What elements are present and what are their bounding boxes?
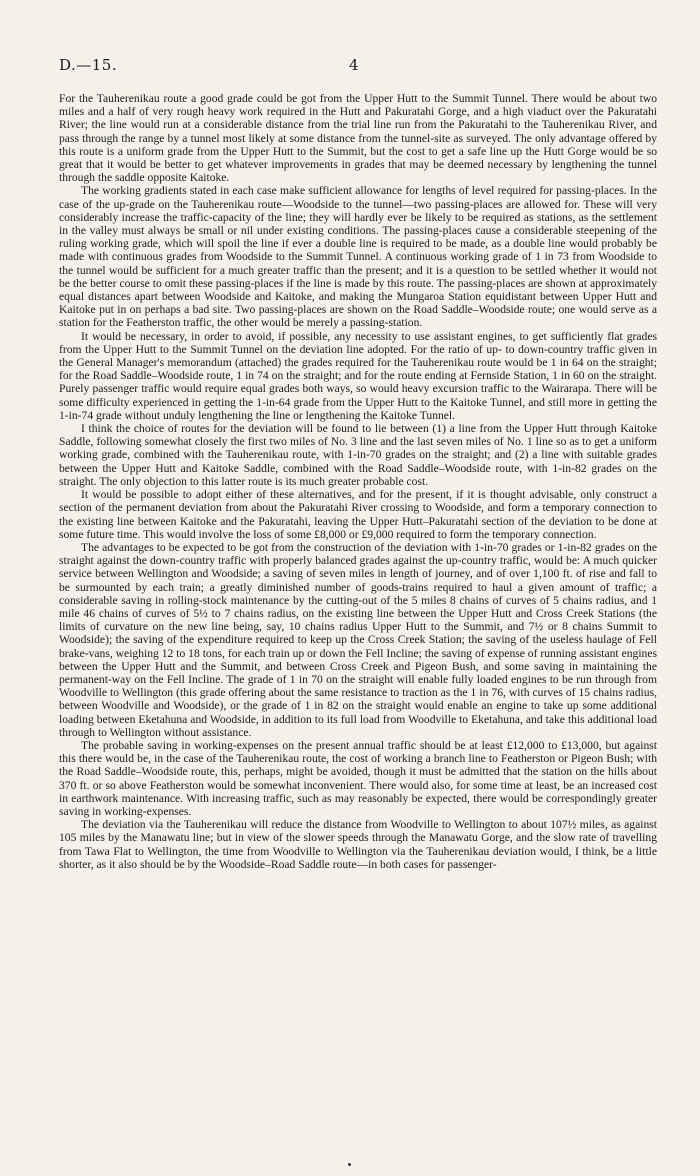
paragraph-tauherenikau-route: For the Tauherenikau route a good grade could be got from the Upper Hutt to the Summit Tunnel. There would be about two miles and a half of very rough heavy work required in the Hutt and Pakuratahi Gorge, and a high viaduct over the Pakuratahi River; the line would run at a considerable distance from the trial line run from the Pakuratahi to the Tauherenikau River, and pass through the range by a tunnel most likely at some distance from the tunnel-site as surveyed. The only advantage offered by this route is a uniform grade from the Upper Hutt to the Summit, but the cost to get a safe line up the Hutt Gorge would be so great that it would be better to get whatever improvements in grades that may be deemed necessary by lengthening the tunnel through the saddle opposite Kaitoke. xyxy=(59,92,657,185)
document-id: D.—15. xyxy=(59,56,118,74)
paragraph-assistant-engines: It would be necessary, in order to avoid, if possible, any necessity to use assistant engines, to get sufficiently flat grades from the Upper Hutt to the Summit Tunnel on the deviation line adopted. For the ratio of up- to down-country traffic given in the General Manager's memorandum (attached) the grades required for the Tauherenikau route would be 1 in 64 on the straight; for the Road Saddle–Woodside route, 1 in 74 on the straight; and for the route ending at Fernside Station, 1 in 60 on the straight. Purely passenger traffic would require equal grades both ways, so would heavy excursion traffic to the Wairarapa. There will be some difficulty experienced in getting the 1-in-64 grade from the Upper Hutt to the Kaitoke Tunnel, and still more in getting the 1-in-74 grade without unduly lengthening the line or lengthening the Kaitoke Tunnel. xyxy=(59,329,657,422)
paragraph-deviation-distance: The deviation via the Tauherenikau will reduce the distance from Woodville to Wellington to about 107½ miles, as against 105 miles by the Manawatu line; but in view of the slower speeds through the Manawatu Gorge, and the slow rate of travelling from Tawa Flat to Wellington, the time from Woodville to Wellington via the Tauherenikau deviation would, I think, be a little shorter, as it also should be by the Woodside–Road Saddle route—in both cases for passenger- xyxy=(59,818,657,871)
paragraph-advantages: The advantages to be expected to be got from the construction of the deviation with 1-in-70 grades or 1-in-82 grades on the straight against the down-country traffic with properly balanced grades against the up-country traffic, would be: A much quicker service between Wellington and Woodside; a saving of seven miles in length of journey, and of over 1,100 ft. of rise and fall to be surmounted by each train; a greatly diminished number of goods-trains required to haul a given amount of traffic; a considerable saving in rolling-stock maintenance by the cutting-out of the 5 miles 8 chains of curves of 5 chains radius, and 1 mile 46 chains of curves of 5½ to 7 chains radius, on the existing line between the Upper Hutt and Cross Creek Stations (the limits of curvature on the new line being, say, 10 chains radius Upper Hutt to the Summit, and 7½ or 8 chains Summit to Woodside); the saving of the expenditure required to keep up the Cross Creek Station; the saving of the useless haulage of Fell brake-vans, weighing 12 to 18 tons, for each train up or down the Fell Incline; the saving of expense of running assistant engines between the Upper Hutt and the Summit, and between Cross Creek and Pigeon Bush, and some saving in maintaining the permanent-way on the Fell Incline. The grade of 1 in 70 on the straight will enable fully loaded engines to be run through from Woodville to Wellington (this grade offering about the same resistance to traction as the 1 in 76, with curves of 15 chains radius, between Woodville and Woodside), or the grade of 1 in 82 on the straight would enable an engine to take up some additional loading between Eketahuna and Woodside, in addition to its full load from Woodville to Eketahuna, and take this additional load through to Wellington without assistance. xyxy=(59,540,657,739)
body-text xyxy=(59,92,657,871)
paragraph-choice-of-routes: I think the choice of routes for the deviation will be found to lie between (1) a line from the Upper Hutt through Kaitoke Saddle, following somewhat closely the first two miles of No. 3 line and the last seven miles of No. 1 line so as to get a uniform working grade, combined with the Tauherenikau route, with 1-in-70 grades on the straight; and (2) a line with suitable grades between the Upper Hutt and Kaitoke Saddle, combined with the Road Saddle–Woodside route, with 1-in-82 grades on the straight. The only objection to this latter route is its much greater probable cost. xyxy=(59,422,657,488)
paragraph-probable-saving: The probable saving in working-expenses on the present annual traffic should be at least £12,000 to £13,000, but against this there would be, in the case of the Tauherenikau route, the cost of working a branch line to Featherston or Pigeon Bush; with the Road Saddle–Woodside route, this, perhaps, might be avoided, though it must be admitted that the station on the hills about 370 ft. or so above Featherston would be somewhat inconvenient. There would also, for some time at least, be an increased cost in earthwork maintenance. With increasing traffic, such as may reasonably be expected, there would be correspondingly greater saving in working-expenses. xyxy=(59,738,657,818)
page-header xyxy=(59,56,657,76)
paragraph-working-gradients: The working gradients stated in each case make sufficient allowance for lengths of level required for passing-places. In the case of the up-grade on the Tauherenikau route—Woodside to the tunnel—two passing-places are allowed for. These will very considerably increase the traffic-capacity of the line; they will hardly ever be likely to be required as stations, as the settlement in the valley must always be small or nil under existing conditions. The passing-places cause a considerable steepening of the ruling working grade, which will spoil the line if ever a double line is required to be made, as a double line would probably be made with continuous grades from Woodside to the Summit Tunnel. A continuous working grade of 1 in 73 from Woodside to the tunnel would be sufficient for a much greater traffic than the present; and it is a question to be settled whether it would not be the better course to omit these passing-places if the line is made by this route. The passing-places are shown at approximately equal distances apart between Woodside and Kaitoke, and making the Mungaroa Station equidistant between Upper Hutt and Kaitoke put in on perhaps a bad site. Two passing-places are shown on the Road Saddle–Woodside route; one would serve as a station for the Featherston traffic, the other would be merely a passing-station. xyxy=(59,184,657,330)
paragraph-alternatives: It would be possible to adopt either of these alternatives, and for the present, if it is thought advisable, only construct a section of the permanent deviation from about the Pakuratahi River crossing to Woodside, and form a temporary connection to the existing line between Kaitoke and the Pakuratahi, leaving the Upper Hutt–Pakuratahi section of the deviation to be done at some future time. This would involve the loss of some £8,000 or £9,000 required to form the temporary connection. xyxy=(59,488,657,541)
page-number: 4 xyxy=(349,56,359,74)
page-mark xyxy=(348,1163,351,1166)
